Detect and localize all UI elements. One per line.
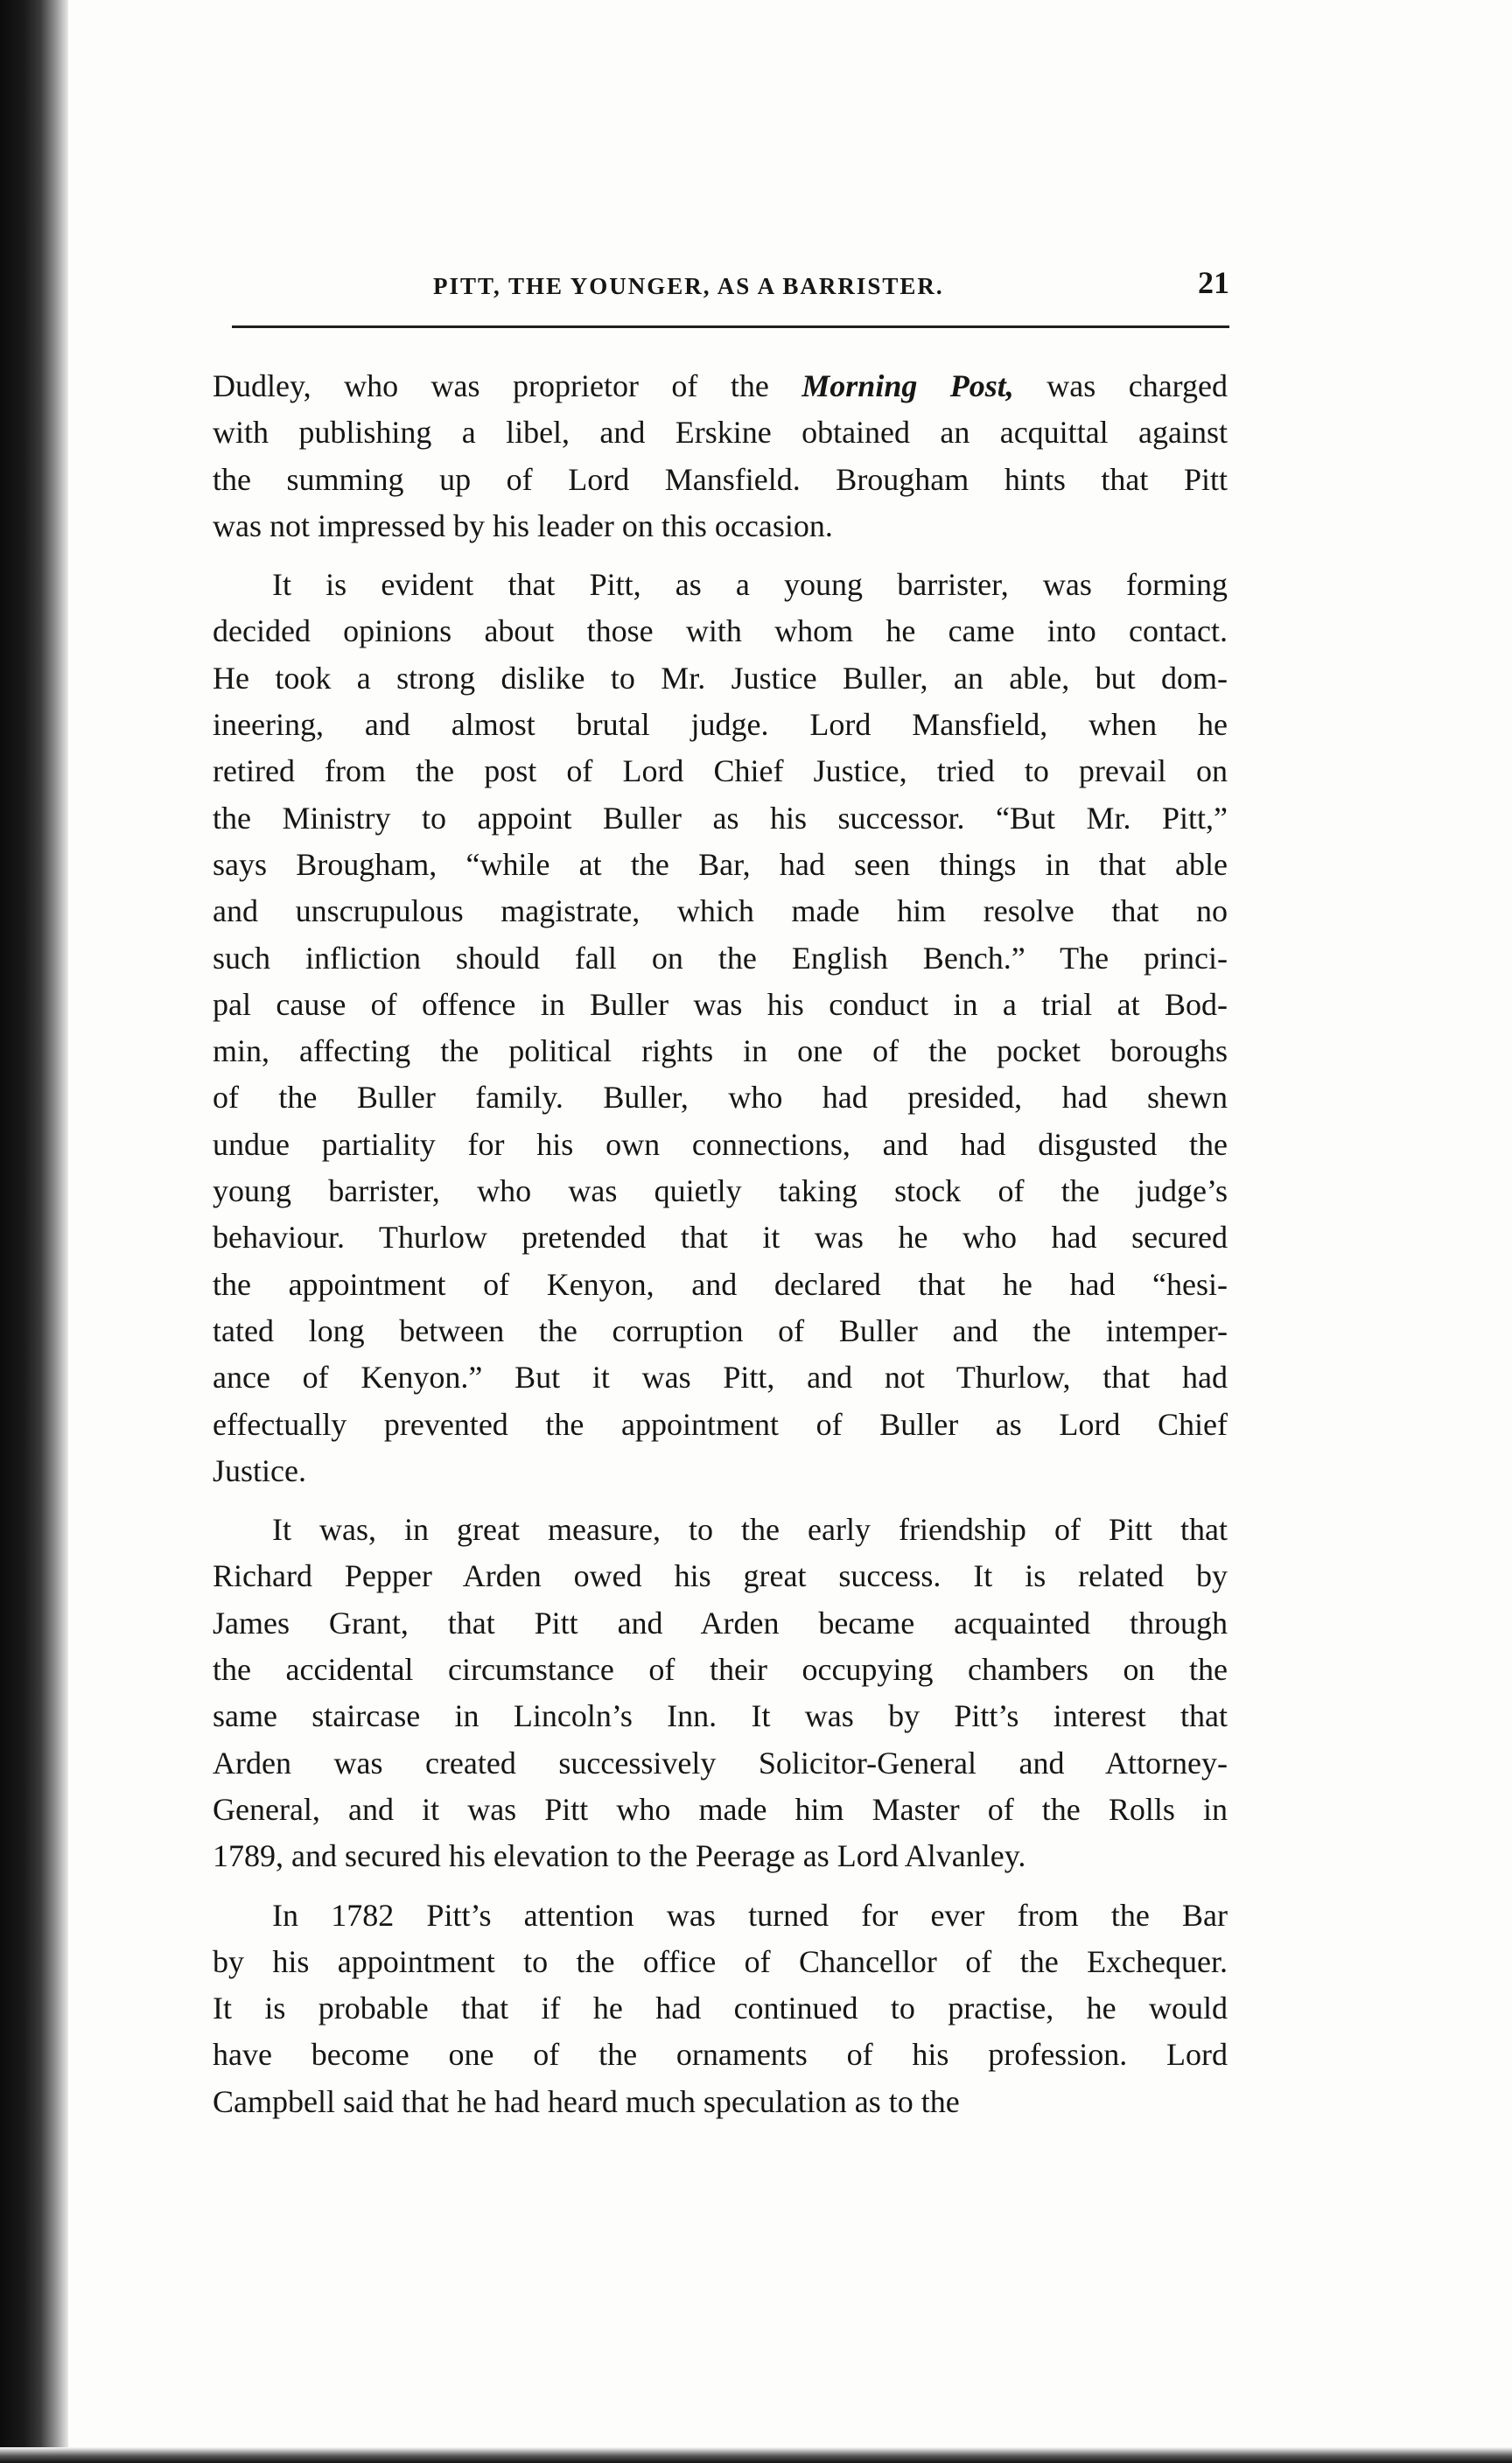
text-line: General, and it was Pitt who made him Master of the Rolls in (213, 1791, 1228, 1827)
text-line: effectually prevented the appointment of Buller as Lord Chief (213, 1406, 1228, 1442)
text-line: such infliction should fall on the English Bench.” The princi- (213, 940, 1228, 976)
text-line: Campbell said that he had heard much speculation as to the (213, 2083, 960, 2119)
header-rule (232, 325, 1229, 328)
text-line: says Brougham, “while at the Bar, had seen things in that able (213, 846, 1228, 882)
text-line: It is probable that if he had continued to practise, he would (213, 1991, 1228, 2026)
text-line: James Grant, that Pitt and Arden became acquainted through (213, 1605, 1228, 1641)
text-line: 1789, and secured his elevation to the Peerage as Lord Alvanley. (213, 1838, 1026, 1874)
text-line: In 1782 Pitt’s attention was turned for ever from the Bar (272, 1897, 1228, 1933)
paragraph (213, 1507, 1228, 1879)
text-line (213, 363, 1228, 409)
text-line: min, affecting the political rights in one of the pocket boroughs (213, 1033, 1228, 1069)
text-line: It is evident that Pitt, as a young barrister, was forming (272, 567, 1228, 603)
text-line: ineering, and almost brutal judge. Lord Mansfield, when he (213, 707, 1228, 743)
paragraph-gap (213, 1494, 1228, 1507)
text-segment: was charged (1013, 368, 1228, 403)
text-line: the summing up of Lord Mansfield. Brougham hints that Pitt (213, 461, 1228, 497)
paragraph-gap (213, 549, 1228, 562)
text-line: undue partiality for his own connections, and had disgusted the (213, 1126, 1228, 1162)
bottom-edge (0, 2447, 1512, 2463)
text-line: Justice. (213, 1452, 306, 1488)
page-number: 21 (1198, 265, 1229, 300)
paragraph (213, 1893, 1228, 2125)
text-line: pal cause of offence in Buller was his conduct in a trial at Bod- (213, 986, 1228, 1022)
text-line: with publishing a libel, and Erskine obtained an acquittal against (213, 415, 1228, 451)
text-line: same staircase in Lincoln’s Inn. It was by Pitt’s interest that (213, 1698, 1228, 1734)
running-head: PITT, THE YOUNGER, AS A BARRISTER. (433, 273, 944, 299)
text-line: It was, in great measure, to the early friendship of Pitt that (272, 1512, 1228, 1548)
text-line: behaviour. Thurlow pretended that it was he who had secured (213, 1220, 1228, 1256)
publication-title: Morning Post, (802, 368, 1014, 403)
text-line: tated long between the corruption of Buller and the intemper- (213, 1312, 1228, 1348)
text-line: of the Buller family. Buller, who had presided, had shewn (213, 1080, 1228, 1116)
text-line: young barrister, who was quietly taking stock of the judge’s (213, 1173, 1228, 1209)
text-line: decided opinions about those with whom he came into contact. (213, 613, 1228, 649)
text-segment: Dudley, who was proprietor of the (213, 368, 802, 403)
text-line: was not impressed by his leader on this occasion. (213, 507, 833, 543)
text-line: have become one of the ornaments of his profession. Lord (213, 2037, 1228, 2073)
text-line: the appointment of Kenyon, and declared that he had “hesi- (213, 1266, 1228, 1302)
text-line: Richard Pepper Arden owed his great success. It is related by (213, 1558, 1228, 1594)
binding-edge (0, 0, 68, 2463)
text-line: by his appointment to the office of Chancellor of the Exchequer. (213, 1943, 1228, 1979)
text-line: Arden was created successively Solicitor-General and Attorney- (213, 1745, 1228, 1781)
page-header (232, 264, 1229, 308)
text-line: He took a strong dislike to Mr. Justice Buller, an able, but dom- (213, 660, 1228, 696)
paragraph-gap (213, 1880, 1228, 1893)
paragraph (213, 363, 1228, 549)
text-line: retired from the post of Lord Chief Justice, tried to prevail on (213, 753, 1228, 789)
text-line: ance of Kenyon.” But it was Pitt, and not Thurlow, that had (213, 1360, 1228, 1396)
text-line: and unscrupulous magistrate, which made him resolve that no (213, 893, 1228, 929)
paragraph (213, 562, 1228, 1494)
text-line: the accidental circumstance of their occupying chambers on the (213, 1652, 1228, 1688)
body-text (213, 363, 1228, 2125)
text-line: the Ministry to appoint Buller as his successor. “But Mr. Pitt,” (213, 800, 1228, 836)
